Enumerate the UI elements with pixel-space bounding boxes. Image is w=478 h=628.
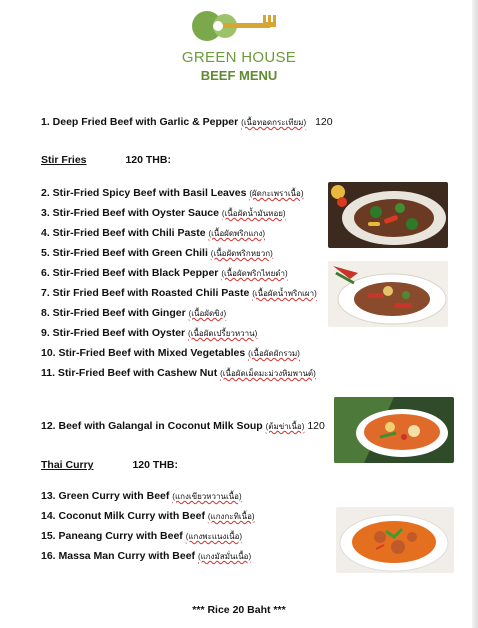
item-thai-name: (เนื้อผัดเม็ดมะม่วงหิมพานต์)	[220, 369, 316, 378]
item-name: 8. Stir-Fried Beef with Ginger	[41, 307, 186, 319]
section-price: 120 THB:	[125, 154, 171, 166]
menu-item-2	[41, 187, 303, 200]
item-name: 5. Stir-Fried Beef with Green Chili	[41, 247, 208, 259]
item-name: 9. Stir-Fried Beef with Oyster	[41, 327, 186, 339]
item-name: 10. Stir-Fried Beef with Mixed Vegetables	[41, 347, 246, 359]
item-name: 12. Beef with Galangal in Coconut Milk Soup	[41, 420, 263, 432]
item-thai-name: (เนื้อผัดผักรวม)	[248, 349, 300, 358]
item-thai-name: (แกงพะแนงเนื้อ)	[185, 532, 243, 541]
menu-item-15	[41, 530, 242, 543]
item-name: 14. Coconut Milk Curry with Beef	[41, 510, 205, 522]
item-thai-name: (เนื้อผัดพริกแกง)	[208, 229, 266, 238]
section-name: Thai Curry	[41, 459, 94, 471]
menu-item-7	[41, 287, 317, 300]
galangal-soup-photo	[334, 397, 454, 463]
menu-item-4	[41, 227, 265, 240]
menu-item-6	[41, 267, 288, 280]
item-name: 11. Stir-Fried Beef with Cashew Nut	[41, 367, 218, 379]
menu-item-12	[41, 420, 325, 433]
item-price: 120	[315, 116, 333, 128]
item-thai-name: (เนื้อผัดเปรี้ยวหวาน)	[188, 329, 258, 338]
item-thai-name: (เนื้อผัดพริกไทยดำ)	[221, 269, 288, 278]
page-edge-shadow	[472, 0, 478, 628]
item-thai-name: (ผัดกะเพราเนื้อ)	[249, 189, 304, 198]
basil-beef-photo	[328, 182, 448, 248]
section-name: Stir Fries	[41, 154, 87, 166]
item-thai-name: (แกงมัสมั่นเนื้อ)	[197, 552, 252, 561]
item-thai-name: (เนื้อผัดขิง)	[188, 309, 227, 318]
item-thai-name: (เนื้อทอดกระเทียม)	[241, 118, 307, 127]
menu-item-11	[41, 367, 316, 380]
menu-item-14	[41, 510, 255, 523]
item-name: 4. Stir-Fried Beef with Chili Paste	[41, 227, 206, 239]
item-name: 6. Stir-Fried Beef with Black Pepper	[41, 267, 219, 279]
item-name: 13. Green Curry with Beef	[41, 490, 170, 502]
menu-item-1	[41, 116, 333, 129]
menu-item-9	[41, 327, 257, 340]
item-name: 15. Paneang Curry with Beef	[41, 530, 183, 542]
item-name: 1. Deep Fried Beef with Garlic & Pepper	[41, 116, 239, 128]
menu-title: BEEF MENU	[200, 68, 278, 83]
section-price: 120 THB:	[132, 459, 178, 471]
menu-item-16	[41, 550, 251, 563]
red-curry-photo	[336, 507, 454, 573]
section-stir-fries	[41, 154, 171, 166]
menu-item-8	[41, 307, 226, 320]
item-thai-name: (เนื้อผัดพริกหยวก)	[210, 249, 273, 258]
rice-price-footer: *** Rice 20 Baht ***	[192, 604, 286, 616]
item-name: 2. Stir-Fried Spicy Beef with Basil Leaves	[41, 187, 247, 199]
item-name: 3. Stir-Fried Beef with Oyster Sauce	[41, 207, 219, 219]
menu-item-3	[41, 207, 286, 220]
item-thai-name: (เนื้อผัดน้ำพริกเผา)	[252, 289, 317, 298]
menu-item-5	[41, 247, 273, 260]
item-thai-name: (เนื้อผัดน้ำมันหอย)	[221, 209, 286, 218]
menu-item-10	[41, 347, 300, 360]
stir-fried-beef-photo	[328, 261, 448, 327]
brand-name: GREEN HOUSE	[181, 49, 297, 66]
item-price: 120	[307, 420, 325, 432]
item-name: 7. Stir Fried Beef with Roasted Chili Paste	[41, 287, 250, 299]
section-thai-curry	[41, 459, 178, 471]
item-thai-name: (ต้มข่าเนื้อ)	[265, 422, 305, 431]
green-house-logo	[185, 6, 295, 50]
item-thai-name: (แกงเขียวหวานเนื้อ)	[172, 492, 242, 501]
item-name: 16. Massa Man Curry with Beef	[41, 550, 196, 562]
menu-item-13	[41, 490, 242, 503]
item-thai-name: (แกงกะทิเนื้อ)	[207, 512, 255, 521]
